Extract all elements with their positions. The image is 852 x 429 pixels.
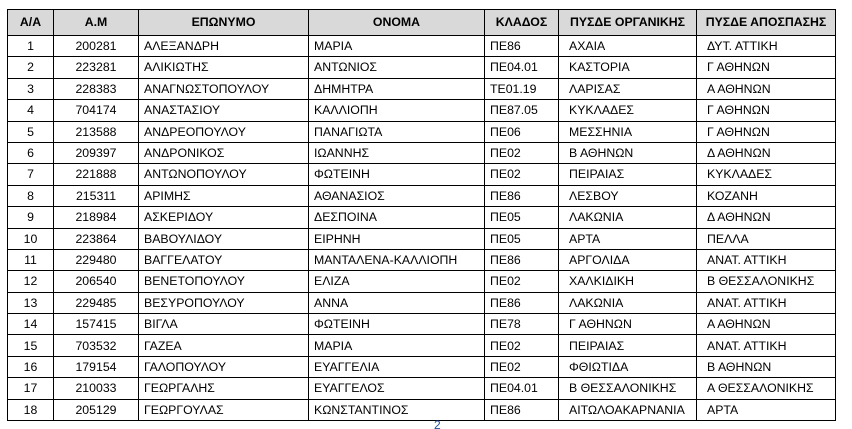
cell-first-name: ΚΩΝΣΤΑΝΤΙΝΟΣ (309, 399, 485, 420)
cell-secondment-pysde: Γ ΑΘΗΝΩΝ (697, 121, 836, 142)
cell-specialty: ΠΕ86 (485, 185, 559, 206)
cell-surname: ΓΑΖΕΑ (139, 335, 309, 356)
cell-specialty: ΠΕ87.05 (485, 100, 559, 121)
cell-surname: ΓΑΛΟΠΟΥΛΟΥ (139, 356, 309, 377)
cell-surname: ΑΛΕΞΑΝΔΡΗ (139, 36, 309, 57)
table-row (8, 399, 836, 420)
cell-first-name: ΕΥΑΓΓΕΛΙΑ (309, 356, 485, 377)
cell-first-name: ΜΑΝΤΑΛΕΝΑ-ΚΑΛΛΙΟΠΗ (309, 249, 485, 270)
cell-first-name: ΜΑΡΙΑ (309, 335, 485, 356)
cell-origin-pysde: Β ΘΕΣΣΑΛΟΝΙΚΗΣ (559, 378, 697, 399)
cell-aa: 1 (8, 36, 54, 57)
cell-aa: 9 (8, 207, 54, 228)
cell-secondment-pysde: Γ ΑΘΗΝΩΝ (697, 57, 836, 78)
table-row (8, 57, 836, 78)
cell-origin-pysde: ΛΕΣΒΟΥ (559, 185, 697, 206)
cell-secondment-pysde: ΔΥΤ. ΑΤΤΙΚΗ (697, 36, 836, 57)
cell-am: 703532 (54, 335, 139, 356)
cell-aa: 17 (8, 378, 54, 399)
cell-origin-pysde: ΑΙΤΩΛΟΑΚΑΡΝΑΝΙΑ (559, 399, 697, 420)
cell-surname: ΑΣΚΕΡΙΔΟΥ (139, 207, 309, 228)
cell-am: 157415 (54, 314, 139, 335)
cell-am: 223864 (54, 228, 139, 249)
cell-origin-pysde: ΚΥΚΛΑΔΕΣ (559, 100, 697, 121)
cell-secondment-pysde: ΚΟΖΑΝΗ (697, 185, 836, 206)
cell-origin-pysde: ΑΡΓΟΛΙΔΑ (559, 249, 697, 270)
cell-aa: 14 (8, 314, 54, 335)
cell-secondment-pysde: Γ ΑΘΗΝΩΝ (697, 100, 836, 121)
cell-origin-pysde: Γ ΑΘΗΝΩΝ (559, 314, 697, 335)
cell-first-name: ΑΘΑΝΑΣΙΟΣ (309, 185, 485, 206)
table-row (8, 378, 836, 399)
cell-origin-pysde: Β ΑΘΗΝΩΝ (559, 142, 697, 163)
table-row (8, 121, 836, 142)
cell-specialty: ΠΕ05 (485, 228, 559, 249)
cell-secondment-pysde: ΑΝΑΤ. ΑΤΤΙΚΗ (697, 292, 836, 313)
cell-origin-pysde: ΑΧΑΙΑ (559, 36, 697, 57)
cell-secondment-pysde: ΑΡΤΑ (697, 399, 836, 420)
cell-secondment-pysde: Δ ΑΘΗΝΩΝ (697, 207, 836, 228)
cell-secondment-pysde: Δ ΑΘΗΝΩΝ (697, 142, 836, 163)
cell-am: 215311 (54, 185, 139, 206)
cell-secondment-pysde: Β ΘΕΣΣΑΛΟΝΙΚΗΣ (697, 271, 836, 292)
header-origin-pysde: ΠΥΣΔΕ ΟΡΓΑΝΙΚΗΣ (559, 10, 697, 36)
header-aa: Α/Α (8, 10, 54, 36)
cell-first-name: ΦΩΤΕΙΝΗ (309, 164, 485, 185)
cell-aa: 4 (8, 100, 54, 121)
cell-surname: ΑΝΔΡΟΝΙΚΟΣ (139, 142, 309, 163)
cell-am: 228383 (54, 78, 139, 99)
cell-secondment-pysde: ΑΝΑΤ. ΑΤΤΙΚΗ (697, 335, 836, 356)
cell-secondment-pysde: Α ΑΘΗΝΩΝ (697, 314, 836, 335)
cell-surname: ΓΕΩΡΓΟΥΛΑΣ (139, 399, 309, 420)
cell-origin-pysde: ΜΕΣΣΗΝΙΑ (559, 121, 697, 142)
cell-first-name: ΕΛΙΖΑ (309, 271, 485, 292)
cell-specialty: ΠΕ02 (485, 335, 559, 356)
table-row (8, 292, 836, 313)
header-am: Α.Μ (54, 10, 139, 36)
cell-aa: 10 (8, 228, 54, 249)
cell-aa: 2 (8, 57, 54, 78)
cell-origin-pysde: ΠΕΙΡΑΙΑΣ (559, 164, 697, 185)
cell-first-name: ΑΝΝΑ (309, 292, 485, 313)
header-secondment-pysde: ΠΥΣΔΕ ΑΠΟΣΠΑΣΗΣ (697, 10, 836, 36)
cell-surname: ΑΝΑΓΝΩΣΤΟΠΟΥΛΟΥ (139, 78, 309, 99)
table-row (8, 164, 836, 185)
table-row (8, 249, 836, 270)
table-row (8, 185, 836, 206)
cell-aa: 13 (8, 292, 54, 313)
table-row (8, 228, 836, 249)
cell-am: 229480 (54, 249, 139, 270)
header-row (8, 10, 836, 36)
cell-secondment-pysde: Β ΑΘΗΝΩΝ (697, 356, 836, 377)
page-number: 2 (434, 418, 441, 429)
cell-aa: 8 (8, 185, 54, 206)
cell-secondment-pysde: Α ΑΘΗΝΩΝ (697, 78, 836, 99)
cell-am: 221888 (54, 164, 139, 185)
cell-specialty: ΠΕ78 (485, 314, 559, 335)
cell-specialty: ΠΕ02 (485, 271, 559, 292)
cell-am: 206540 (54, 271, 139, 292)
cell-specialty: ΠΕ06 (485, 121, 559, 142)
cell-origin-pysde: ΛΑΡΙΣΑΣ (559, 78, 697, 99)
cell-specialty: ΠΕ02 (485, 164, 559, 185)
cell-surname: ΑΛΙΚΙΩΤΗΣ (139, 57, 309, 78)
cell-aa: 12 (8, 271, 54, 292)
cell-surname: ΒΑΒΟΥΛΙΔΟΥ (139, 228, 309, 249)
cell-origin-pysde: ΧΑΛΚΙΔΙΚΗ (559, 271, 697, 292)
cell-am: 704174 (54, 100, 139, 121)
cell-origin-pysde: ΑΡΤΑ (559, 228, 697, 249)
cell-specialty: ΠΕ86 (485, 36, 559, 57)
cell-am: 179154 (54, 356, 139, 377)
cell-first-name: ΔΗΜΗΤΡΑ (309, 78, 485, 99)
cell-specialty: ΤΕ01.19 (485, 78, 559, 99)
cell-first-name: ΔΕΣΠΟΙΝΑ (309, 207, 485, 228)
cell-aa: 3 (8, 78, 54, 99)
cell-am: 209397 (54, 142, 139, 163)
cell-origin-pysde: ΠΕΙΡΑΙΑΣ (559, 335, 697, 356)
header-first-name: ΟΝΟΜΑ (309, 10, 485, 36)
cell-am: 218984 (54, 207, 139, 228)
cell-surname: ΑΝΔΡΕΟΠΟΥΛΟΥ (139, 121, 309, 142)
cell-surname: ΑΡΙΜΗΣ (139, 185, 309, 206)
header-specialty: ΚΛΑΔΟΣ (485, 10, 559, 36)
cell-am: 210033 (54, 378, 139, 399)
cell-am: 205129 (54, 399, 139, 420)
cell-surname: ΓΕΩΡΓΑΛΗΣ (139, 378, 309, 399)
cell-first-name: ΑΝΤΩΝΙΟΣ (309, 57, 485, 78)
cell-origin-pysde: ΛΑΚΩΝΙΑ (559, 292, 697, 313)
cell-specialty: ΠΕ05 (485, 207, 559, 228)
cell-secondment-pysde: ΑΝΑΤ. ΑΤΤΙΚΗ (697, 249, 836, 270)
table-row (8, 271, 836, 292)
cell-first-name: ΕΙΡΗΝΗ (309, 228, 485, 249)
cell-secondment-pysde: Α ΘΕΣΣΑΛΟΝΙΚΗΣ (697, 378, 836, 399)
cell-first-name: ΜΑΡΙΑ (309, 36, 485, 57)
cell-specialty: ΠΕ04.01 (485, 378, 559, 399)
cell-am: 213588 (54, 121, 139, 142)
cell-am: 200281 (54, 36, 139, 57)
cell-aa: 16 (8, 356, 54, 377)
cell-secondment-pysde: ΚΥΚΛΑΔΕΣ (697, 164, 836, 185)
cell-specialty: ΠΕ04.01 (485, 57, 559, 78)
cell-am: 223281 (54, 57, 139, 78)
table-row (8, 142, 836, 163)
cell-surname: ΒΕΣΥΡΟΠΟΥΛΟΥ (139, 292, 309, 313)
table-row (8, 314, 836, 335)
cell-first-name: ΕΥΑΓΓΕΛΟΣ (309, 378, 485, 399)
cell-origin-pysde: ΚΑΣΤΟΡΙΑ (559, 57, 697, 78)
cell-specialty: ΠΕ86 (485, 292, 559, 313)
table-body (8, 36, 836, 421)
table-row (8, 100, 836, 121)
cell-aa: 7 (8, 164, 54, 185)
cell-aa: 11 (8, 249, 54, 270)
cell-surname: ΑΝΑΣΤΑΣΙΟΥ (139, 100, 309, 121)
cell-surname: ΒΙΓΛΑ (139, 314, 309, 335)
cell-origin-pysde: ΛΑΚΩΝΙΑ (559, 207, 697, 228)
cell-first-name: ΚΑΛΛΙΟΠΗ (309, 100, 485, 121)
table-row (8, 207, 836, 228)
cell-surname: ΒΑΓΓΕΛΑΤΟΥ (139, 249, 309, 270)
cell-specialty: ΠΕ02 (485, 142, 559, 163)
cell-specialty: ΠΕ86 (485, 249, 559, 270)
cell-first-name: ΠΑΝΑΓΙΩΤΑ (309, 121, 485, 142)
cell-aa: 18 (8, 399, 54, 420)
cell-aa: 6 (8, 142, 54, 163)
header-surname: ΕΠΩΝΥΜΟ (139, 10, 309, 36)
cell-first-name: ΙΩΑΝΝΗΣ (309, 142, 485, 163)
cell-am: 229485 (54, 292, 139, 313)
table-header (8, 10, 836, 36)
staff-table (7, 9, 836, 421)
cell-first-name: ΦΩΤΕΙΝΗ (309, 314, 485, 335)
cell-surname: ΑΝΤΩΝΟΠΟΥΛΟΥ (139, 164, 309, 185)
cell-surname: ΒΕΝΕΤΟΠΟΥΛΟΥ (139, 271, 309, 292)
cell-aa: 15 (8, 335, 54, 356)
cell-specialty: ΠΕ02 (485, 356, 559, 377)
table-row (8, 335, 836, 356)
table-row (8, 356, 836, 377)
cell-aa: 5 (8, 121, 54, 142)
table-row (8, 78, 836, 99)
table-row (8, 36, 836, 57)
cell-specialty: ΠΕ86 (485, 399, 559, 420)
cell-origin-pysde: ΦΘΙΩΤΙΔΑ (559, 356, 697, 377)
cell-secondment-pysde: ΠΕΛΛΑ (697, 228, 836, 249)
